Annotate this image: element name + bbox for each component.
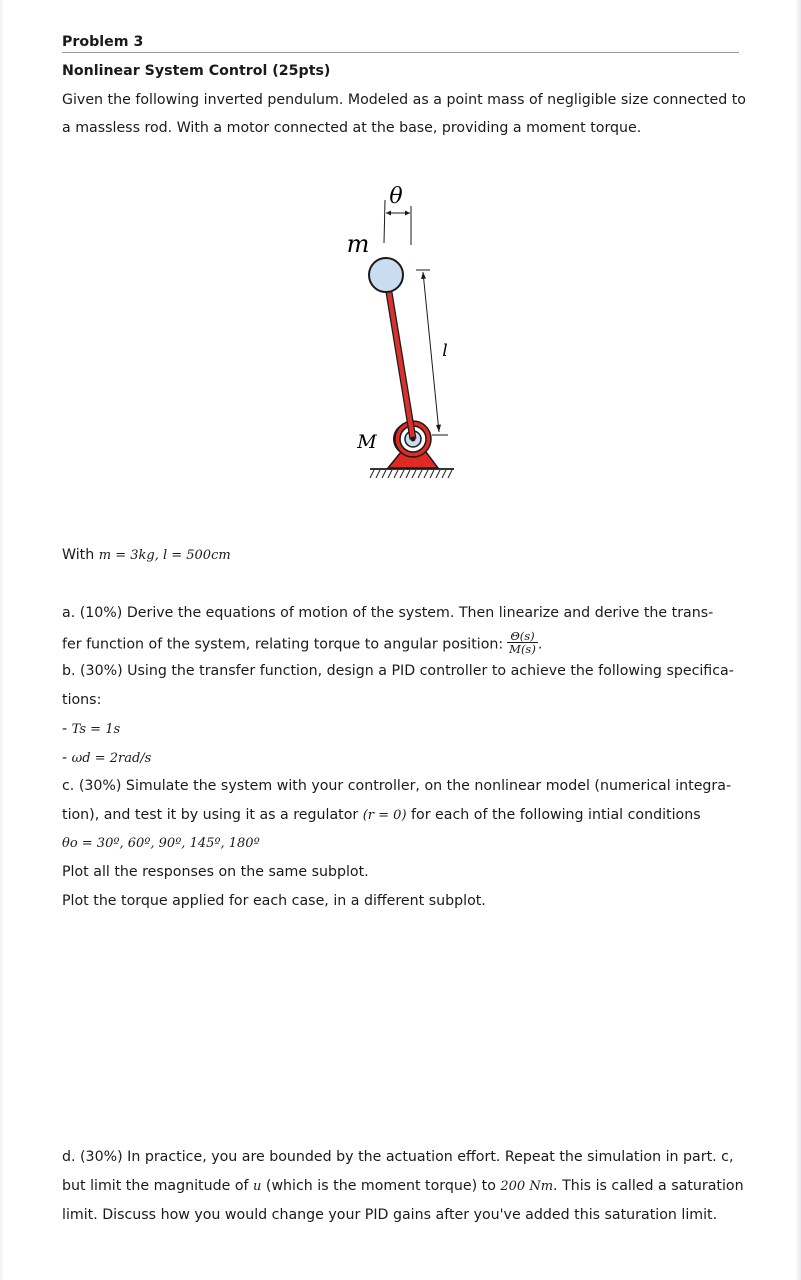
fraction-trailing: . bbox=[537, 636, 543, 653]
part-c-plot-2: Plot the torque applied for each case, in a different subplot. bbox=[62, 893, 486, 909]
spec-settling-time bbox=[62, 719, 120, 740]
fraction-numerator: Θ(s) bbox=[507, 630, 538, 643]
motor-center-dot bbox=[411, 437, 416, 442]
pendulum-rod bbox=[387, 280, 413, 439]
torque-limit-math: 200 Nm bbox=[500, 1179, 554, 1194]
control-input-math: u bbox=[253, 1179, 262, 1194]
part-a-text: fer function of the system, relating torque to angular position: bbox=[62, 636, 504, 653]
part-d-text-c: . This is called a saturation bbox=[553, 1178, 744, 1194]
given-math: m = 3kg, l = 500cm bbox=[98, 548, 231, 563]
motor-label: M bbox=[357, 431, 377, 453]
part-c-line-1: c. (30%) Simulate the system with your controller, on the nonlinear model (numerical integra- bbox=[62, 778, 732, 794]
pendulum-mass bbox=[369, 258, 403, 292]
angle-rod-ref bbox=[384, 200, 385, 243]
spec1-bullet: - bbox=[62, 721, 72, 737]
length-dimension-line bbox=[423, 272, 439, 432]
part-d-text-a: but limit the magnitude of bbox=[62, 1178, 254, 1194]
given-values bbox=[62, 545, 231, 566]
part-c-line-2 bbox=[62, 805, 701, 826]
intro-line-1: Given the following inverted pendulum. Modeled as a point mass of negligible size connected to bbox=[62, 92, 746, 108]
section-subtitle: Nonlinear System Control (25pts) bbox=[62, 63, 331, 79]
given-prefix: With bbox=[62, 547, 99, 563]
spec1-math: Ts = 1s bbox=[71, 722, 121, 737]
part-c-plot-1: Plot all the responses on the same subplot. bbox=[62, 864, 369, 880]
ground-hatching bbox=[370, 470, 452, 478]
part-d-line-3: limit. Discuss how you would change your PID gains after you've added this saturation limit. bbox=[62, 1207, 718, 1223]
pendulum-figure bbox=[0, 0, 801, 540]
mass-label: m bbox=[346, 230, 370, 258]
part-c-text-b: for each of the following intial conditions bbox=[406, 807, 701, 823]
intro-line-2: a massless rod. With a motor connected at the base, providing a moment torque. bbox=[62, 120, 642, 136]
initial-conditions-math: θo = 30º, 60º, 90º, 145º, 180º bbox=[62, 836, 260, 851]
part-b-line-2: tions: bbox=[62, 692, 102, 708]
theta-label: θ bbox=[389, 184, 403, 209]
part-d-line-1: d. (30%) In practice, you are bounded by the actuation effort. Repeat the simulation in part. c, bbox=[62, 1149, 734, 1165]
part-d-line-2 bbox=[62, 1176, 744, 1197]
problem-title: Problem 3 bbox=[62, 34, 144, 50]
regulator-math: (r = 0) bbox=[362, 808, 407, 823]
part-a-line-1: a. (10%) Derive the equations of motion of the system. Then linearize and derive the trans- bbox=[62, 605, 714, 621]
spec2-math: ωd = 2rad/s bbox=[71, 751, 152, 766]
transfer-function-fraction bbox=[507, 630, 538, 655]
part-c-text-a: tion), and test it by using it as a regulator bbox=[62, 807, 363, 823]
part-d-text-b: (which is the moment torque) to bbox=[261, 1178, 501, 1194]
angle-arrowhead-right bbox=[405, 211, 410, 216]
initial-conditions bbox=[62, 833, 260, 854]
angle-arrowhead-left bbox=[386, 211, 391, 216]
part-b-line-1: b. (30%) Using the transfer function, design a PID controller to achieve the following specifica- bbox=[62, 663, 734, 679]
spec-damped-frequency bbox=[62, 748, 151, 769]
spec2-bullet: - bbox=[62, 750, 72, 766]
fraction-denominator: M(s) bbox=[509, 642, 536, 656]
length-label: l bbox=[442, 341, 448, 361]
part-a-line-2 bbox=[62, 629, 543, 657]
